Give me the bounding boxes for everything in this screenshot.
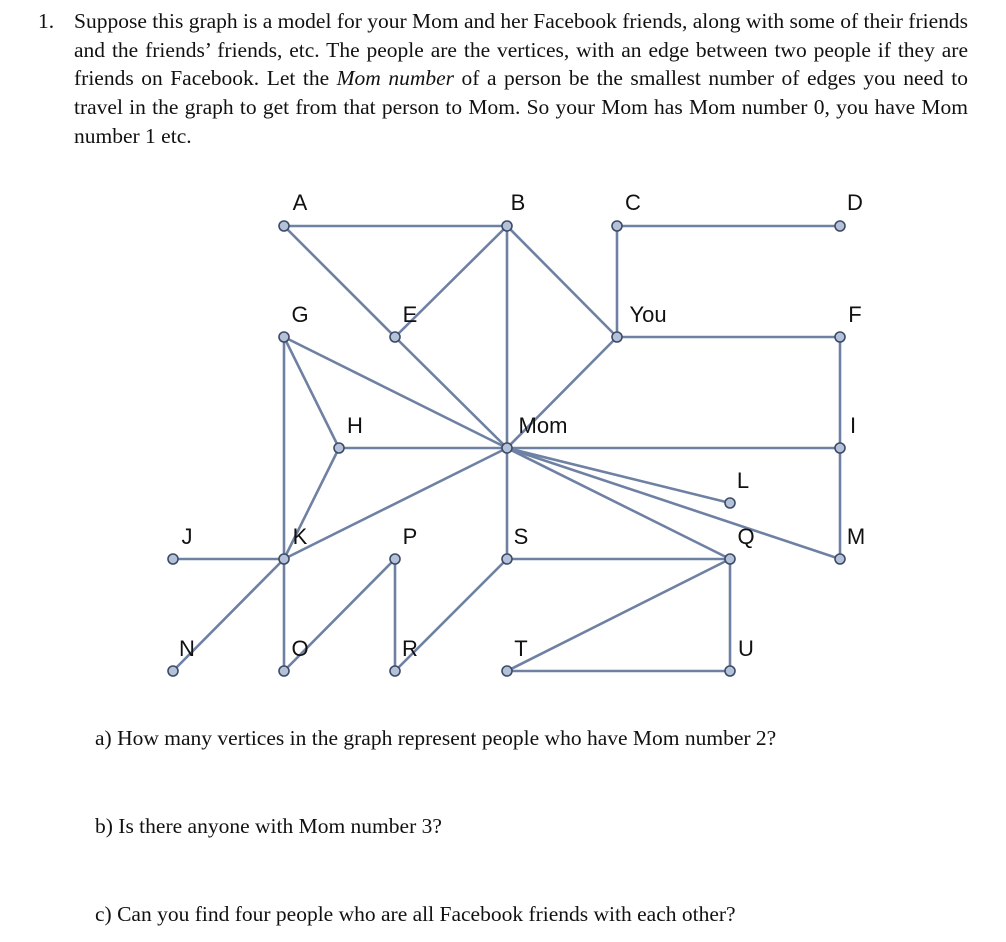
vertex-e — [390, 332, 400, 342]
vertex-label-s: S — [513, 524, 529, 549]
vertex-label-i: I — [849, 413, 857, 438]
vertex-label-j: J — [181, 524, 193, 549]
vertex-p — [390, 554, 400, 564]
vertex-label-t: T — [514, 636, 528, 661]
vertex-m — [835, 554, 845, 564]
question-c: c) Can you find four people who are all Facebook friends with each other? — [95, 902, 736, 926]
vertex-j — [168, 554, 178, 564]
vertex-label-d: D — [847, 190, 863, 215]
edge-g-mom — [284, 337, 507, 448]
vertex-o — [279, 666, 289, 676]
vertex-label-g: G — [291, 302, 309, 327]
vertex-label-l: L — [736, 468, 750, 493]
vertex-k — [279, 554, 289, 564]
graph-labels — [179, 190, 865, 661]
vertex-g — [279, 332, 289, 342]
vertex-label-k: K — [292, 524, 308, 549]
vertex-label-c: C — [625, 190, 641, 215]
vertex-label-f: F — [848, 302, 862, 327]
vertex-you — [612, 332, 622, 342]
vertex-label-q: Q — [737, 524, 755, 549]
vertex-label-e: E — [402, 302, 418, 327]
vertex-d — [835, 221, 845, 231]
edge-mom-k — [284, 448, 507, 559]
vertex-l — [725, 498, 735, 508]
vertex-n — [168, 666, 178, 676]
vertex-h — [334, 443, 344, 453]
vertex-label-n: N — [179, 636, 195, 661]
question-b: b) Is there anyone with Mom number 3? — [95, 814, 442, 838]
vertex-label-r: R — [402, 636, 418, 661]
problem-text-part-2: of a person be the smallest number of edges you need to travel in the graph to get from that person to Mom. So your Mom has Mom number 0, you have Mom number 1 etc. — [74, 66, 969, 148]
edge-g-h — [284, 337, 339, 448]
vertex-mom — [502, 443, 512, 453]
vertex-label-a: A — [292, 190, 308, 215]
vertex-label-mom: Mom — [518, 413, 568, 438]
vertex-s — [502, 554, 512, 564]
problem-number: 1. — [38, 9, 55, 33]
vertex-label-b: B — [510, 190, 526, 215]
vertex-c — [612, 221, 622, 231]
vertex-label-you: You — [629, 302, 667, 327]
vertex-u — [725, 666, 735, 676]
vertex-t — [502, 666, 512, 676]
edge-b-you — [507, 226, 617, 337]
edge-e-mom — [395, 337, 507, 448]
vertex-q — [725, 554, 735, 564]
edge-q-t — [507, 559, 730, 671]
vertex-i — [835, 443, 845, 453]
mom-number-term: Mom number — [336, 66, 455, 91]
vertex-label-p: P — [402, 524, 418, 549]
edge-mom-l — [507, 448, 730, 503]
vertex-r — [390, 666, 400, 676]
vertex-label-u: U — [738, 636, 754, 661]
question-a: a) How many vertices in the graph represent people who have Mom number 2? — [95, 726, 777, 750]
vertex-label-h: H — [347, 413, 363, 438]
vertex-label-m: M — [846, 524, 866, 549]
vertex-b — [502, 221, 512, 231]
vertex-a — [279, 221, 289, 231]
edge-mom-q — [507, 448, 730, 559]
vertex-f — [835, 332, 845, 342]
vertex-label-o: O — [291, 636, 309, 661]
problem-text-part-1: Suppose this graph is a model for your Mom and her Facebook friends, along with some of their friends and the friends’ friends, etc. The people are the vertices, with an edge between two people if they are friends on Facebook. Let the — [74, 9, 968, 91]
edge-mom-m — [507, 448, 840, 559]
